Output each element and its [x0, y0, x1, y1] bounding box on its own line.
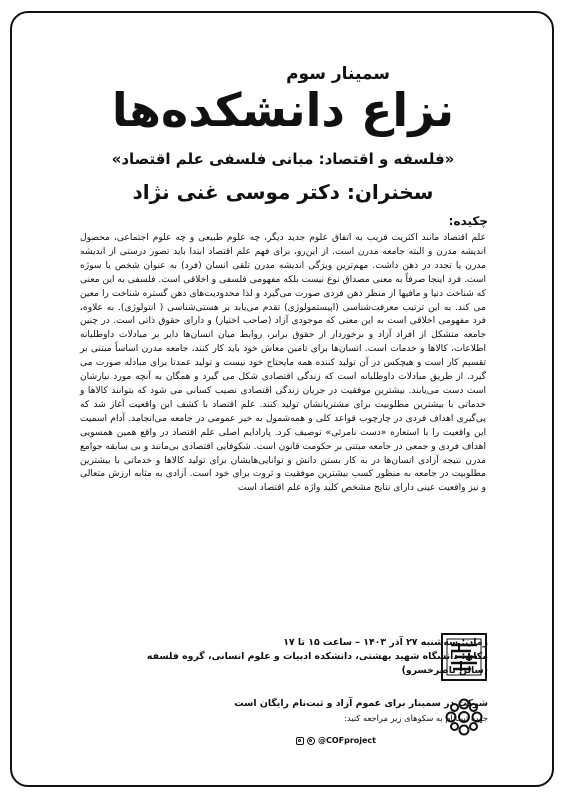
project-logo [440, 693, 488, 741]
event-details [148, 636, 488, 678]
registration-note [148, 697, 488, 725]
page-title: نزاع دانشکده‌ها [111, 83, 455, 137]
telegram-icon[interactable] [307, 737, 315, 745]
faculty-logo [441, 633, 487, 681]
social-handle[interactable]: @COFproject [317, 736, 376, 745]
event-time: زمان: سه‌شنبه ۲۷ آذر ۱۴۰۳ – ساعت ۱۵ تا ۱۷ [283, 637, 488, 648]
seminar-number: سمینار سوم [286, 64, 390, 84]
registration-sub: جهت ثبت‌نام به سکوهای زیر مراجعه کنید: [344, 713, 488, 723]
registration-main: شرکت در سمینار برای عموم آزاد و ثبت‌نام رایگان است [234, 698, 488, 709]
event-hall: (سالن ناصرخسرو) [401, 665, 488, 676]
social-links [296, 736, 376, 745]
instagram-icon[interactable] [296, 737, 304, 745]
abstract-body [80, 232, 486, 496]
event-place: مکان: دانشگاه شهید بهشتی، دانشکده ادبیات و علوم انسانی، گروه فلسفه [146, 651, 488, 662]
abstract-text: علم اقتصاد مانند اکثریت قریب به اتفاق علوم جدید دیگر، چه علوم طبیعی و چه علوم اجتماعی، محصول اندیشه مدرن و البته جامعه مدرن است. از این‌رو، برای فهم علم اقتصاد ابتدا باید تصور درستی از اندیشه مدرن یا تجدد در ذهن داشت. مهم‌ترین ویژگی اندیشه مدرن تلقی انسان (فرد) به عنوان شخص یا سوژه است. فرد اینجا صرفاً به معنی مصداق نوع نیست بلکه مفهومی فلسفی و اخلاقی است. فلسفی به این معنی که شناخت دنیا و مافیها از منظر ذهن فردی صورت می‌گیرد و لذا محدودیت‌های ذهن گستره شناخت را معین می کند. به این ترتیب معرفت‌شناسی (اپیستمولوژی) تقدم می‌یابد بر هستی‌شناسی ( انتولوژی). به علاوه، فرد مفهومی اخلاقی است به این معنی که موجودی آزاد (صاحب اختیار) و دارای حقوق ذاتی است. در چنین جامعه متشکل از افراد آزاد و برخوردار از حقوق برابر، روابط میان انسان‌ها دایر بر مبادلات داوطلبانه اطلاعات، کالاها و خدمات است. انسان‌ها برای تامین معاش خود باید کار کنند، جامعه مدرن اساساً مبتنی بر تقسیم کار است و هیچکس در آن تولید کننده همه مایحتاج خود نیست و تولید عمدتا برای مبادله صورت می گیرد. از طریق مبادلات داوطلبانه است که زندگی اقتصادی شکل می گیرد و همگان به آنچه مورد نیازشان است دست می‌یابند. بیشترین موفقیت در جریان زندگی اقتصادی نصیب کسانی می شود که بتوانند کالاها و خدماتی با بیشترین مطلوبیت برای مشتریانشان تولید کنند. علم اقتصاد با کشف این واقعیت آغاز شد که پی‌گیری اهداف فردی در چارچوب قواعد کلی و همه‌شمول به خیر عمومی در جامعه می‌انجامد. آدام اسمیت این واقعیت را با استعاره «دست نامرئی» توصیف کرد. پارادایم اصلی علم اقتصاد در واقع همین همسویی اهداف فردی و جمعی در جامعه مبتنی بر حکومت قانون است. شکوفایی اقتصادی بی‌مانند و بی سابقه جوامع مدرن نتیجه آزادی انسان‌ها در به کار بستن دانش و توانایی‌هایشان برای تولید کالاها و خدماتی با بیشترین مطلوبیت در جامعه به منظور کسب بیشترین موفقیت و ثروت برای خود است. آزادی به مثابه ارزش متعالی و نیز واقعیت عینی دارای نتایج مشخص کلید واژه علم اقتصاد است [80, 233, 486, 494]
seminar-topic: «فلسفه و اقتصاد: مبانی فلسفی علم اقتصاد» [111, 150, 455, 168]
speaker-name: سخنران: دکتر موسی غنی نژاد [132, 180, 434, 204]
abstract-heading: چکیده: [448, 214, 488, 228]
